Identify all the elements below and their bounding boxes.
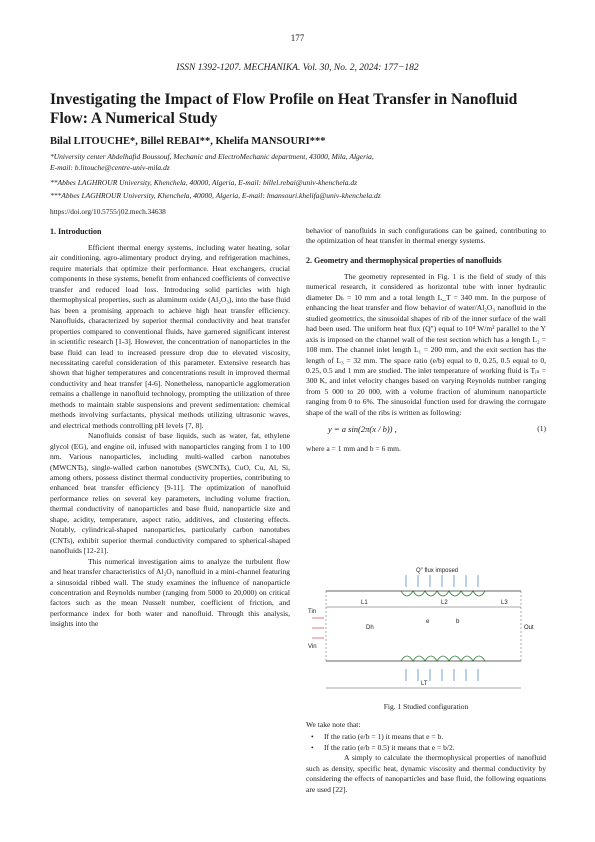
paper-title: Investigating the Impact of Flow Profile on Heat Transfer in Nanofluid Flow: A Numerical Study [50,91,518,127]
affiliation-3: ***Abbes LAGHROUR University, Khenchela, 40000, Algeria, E-mail: lmansouri.khelifa@univ-khenchela.dz [50,191,381,200]
intro-paragraph-1: Efficient thermal energy systems, including water heating, solar air conditioning, agro-alimentary product drying, and refrigeration machines, require materials that optimize their performance. Heat exchangers, crucial components in these systems, benefit from enhanced coefficients of convective transfer and reduced load loss. Introducing solid particles with high thermophysical properties, such as aluminum oxide (Al₂O₃), into the base fluid has been a promising approach to achieve high heat transfer efficiency. Nanofluids, characterized by superior thermal conductivity and heat transfer properties compared to conventional fluids, have garnered significant interest in scientific research [1-3]. However, the concentration of nanoparticles in the base fluid can lead to increased pressure drop due to elevated viscosity, necessitating careful consideration of this parameter. Extensive research has shown that higher temperatures and concentrations result in improved thermal conductivity and heat transfer [4-6]. Nonetheless, nanoparticle agglomeration remains a challenge in nanofluid technology, prompting the utilization of three methods to maintain stable suspensions and prevent sedimentation: chemical methods involving surfactants, physical methods utilizing ultrasonic waves, and electrical methods controlling pH levels [7, 8]. [50,243,290,430]
equation-number: (1) [537,424,546,434]
equation-body: y = a sin(2π(x / b)) , [328,424,397,435]
right-column [306,226,546,455]
label-l1: L1 [361,600,368,606]
label-e: e [426,619,430,625]
label-out: Out [524,625,534,631]
affiliation-2: **Abbes LAGHROUR University, Khenchela, 40000, Algeria, E-mail: billel.rebai@univ-khenchela.dz [50,178,358,187]
note-intro: We take note that: [306,720,361,729]
author-list: Bilal LITOUCHE*, Billel REBAI**, Khelifa MANSOURI*** [50,136,326,147]
intro-continuation: behavior of nanofluids in such configurations can be gained, contributing to the optimization of heat transfer in thermal energy systems. [306,226,546,246]
label-l3: L3 [501,600,508,606]
condition-list [306,732,546,753]
affiliation-1: *University center Abdelhafid Boussouf, Mechanic and ElectroMechanic department, 43000, Mila, Algeria, [50,152,374,161]
intro-paragraph-3: This numerical investigation aims to analyze the turbulent flow and heat transfer characteristics of Al₂O₃ nanofluid in a mini-channel featuring a sinusoidal ribbed wall. The study examines the influence of nanoparticle concentration and Reynolds number (ranging from 5000 to 20,000) on critical factors such as the mean Nusselt number, coefficient of friction, and performance index for both water and nanofluid. Through this analysis, insights into the [50,556,290,629]
properties-paragraph: A simply to calculate the thermophysical properties of nanofluid such as density, specific heat, dynamic viscosity and thermal conductivity by considering the effects of nanoparticles and base fluid, the following equations are used [22]. [306,753,546,794]
figure-studied-configuration [306,563,546,698]
condition-item: • If the ratio (e/b = 1) it means that e = b. [306,732,546,742]
label-heat-flux: Q″ flux imposed [416,568,459,574]
label-dh: Dh [366,625,374,631]
equation-where: where a = 1 mm and b = 6 mm. [306,444,401,454]
condition-item: • If the ratio (e/b = 0.5) it means that e = b/2. [306,743,546,753]
right-column-lower [306,720,546,795]
figure-caption: Fig. 1 Studied configuration [383,702,469,711]
label-b: b [456,619,460,625]
equation-1 [306,424,546,438]
section-heading-introduction: 1. Introduction [50,227,102,236]
label-tin: Tin [308,609,317,615]
label-lt: LT [421,681,428,687]
left-column [50,226,290,630]
page-number: 177 [290,33,305,43]
section-heading-geometry: 2. Geometry and thermophysical properties of nanofluids [306,255,502,265]
intro-paragraph-2: Nanofluids consist of base liquids, such as water, fat, ethylene glycol (EG), and engine oil, infused with nanoparticles ranging from 1 to 100 nm. Various nanoparticles, including multi-walled carbon nanotubes (MWCNTs), single-walled carbon nanotubes (SWCNTs), CuO, Cu, Al, Si, among others, possess distinct thermal conductivity properties, contributing to enhanced heat transfer efficiency [9-11]. The optimization of nanofluid performance relies on several key parameters, including volume fraction, thermal conductivity of nanoparticles and base fluid, nanoparticle size and shape, acidity, temperature, aspect ratio, additives, and clustering effects. Notably, cylindrical-shaped nanoparticles, particularly carbon nanotubes (CNTs), exhibit superior thermal conductivity compared to spherical-shaped nanofluids [12-21]. [50,431,290,556]
label-l2: L2 [441,600,448,606]
geometry-paragraph: The geometry represented in Fig. 1 is the field of study of this numerical research, it considered as horizontal tube with inner hydraulic diameter Dₕ = 10 mm and a total length L_T = 340 mm. In the purpose of enhancing the heat transfer and flow behavior of water/Al₂O₃ nanofluid in the studied geometrics, the sinusoidal shapes of rib of the inner surface of the wall had been used. The uniform heat flux (Q″) equal to 10⁴ W/m² parallel to the Y axis is imposed on the channel wall of the test section which has a length L₂ = 108 mm. The channel inlet length L₁ = 200 mm, and the exit section has the length of L₃ = 32 mm. The space ratio (e/b) equal to 0, 0.25, 0.5 equal to 0, 0.25, 0.5 and 1 mm are studied. The inlet temperature of working fluid is Tᵢₙ = 300 K, and inlet velocity changes based on varying Reynolds number ranging from 5 000 to 20 000, with a volume fraction of aluminum nanoparticle ranging from 0 to 6%. The sinusoidal function used for drawing the corrugate shape of the wall of the ribs is written as following: [306,271,546,417]
affiliation-1-email: E-mail: b.litouche@centre-univ-mila.dz [50,163,170,172]
doi-link[interactable]: https://doi.org/10.5755/j02.mech.34638 [50,207,166,216]
journal-line: ISSN 1392-1207. MECHANIKA. Vol. 30, No. 2, 2024: 177−182 [176,63,419,73]
label-vin: Vin [308,644,317,650]
